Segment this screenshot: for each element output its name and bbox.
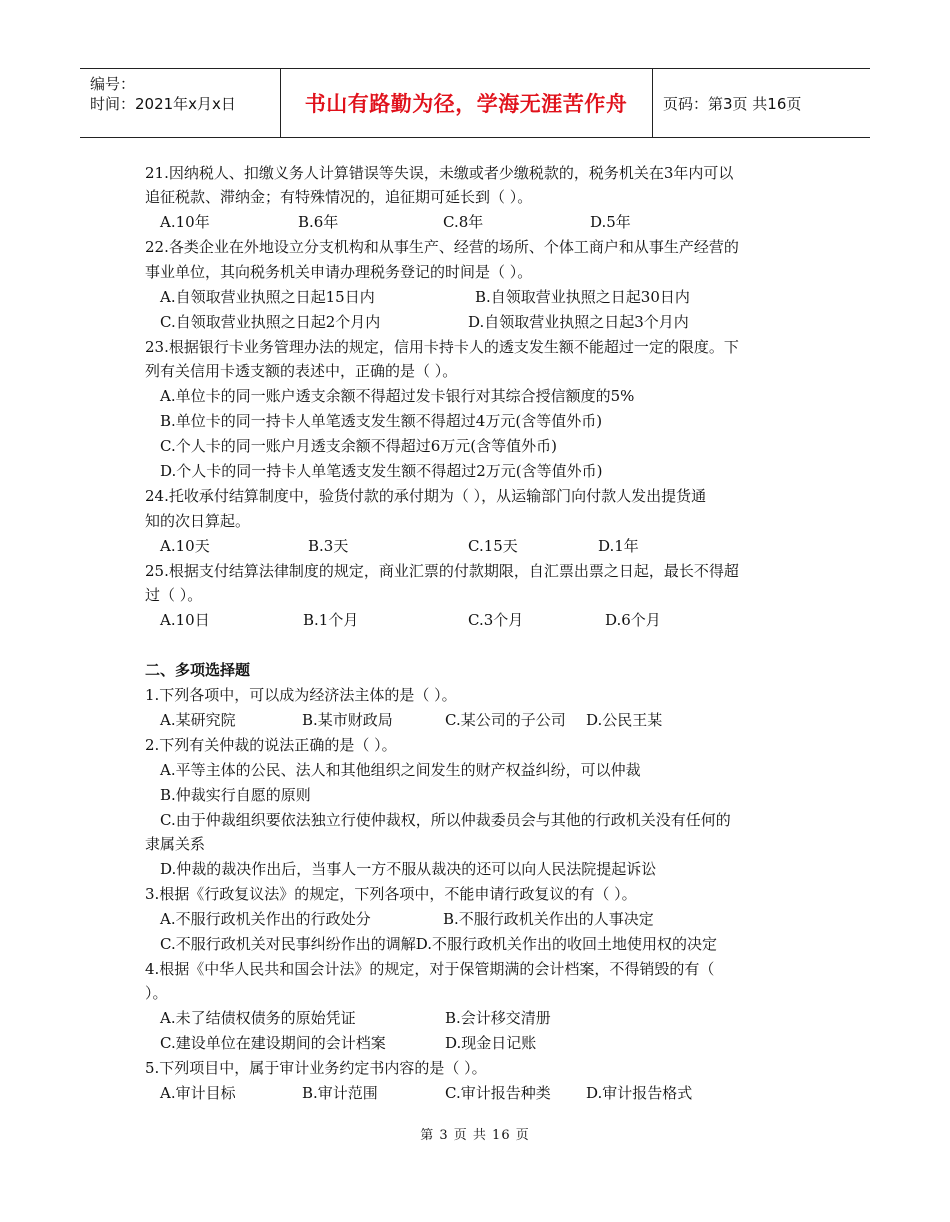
question-22-option-c: C.自领取营业执照之日起2个月内 — [160, 313, 381, 331]
multi-question-2-option-c-line-1: C.由于仲裁组织要依法独立行使仲裁权，所以仲裁委员会与其他的行政机关没有任何的 — [160, 811, 731, 829]
multi-question-4-option-b: B.会计移交清册 — [445, 1009, 551, 1027]
question-23-option-c: C.个人卡的同一账户月透支余额不得超过6万元(含等值外币) — [160, 437, 557, 455]
multi-question-4-option-c: C.建设单位在建设期间的会计档案 — [160, 1034, 386, 1052]
multi-question-2-option-d: D.仲裁的裁决作出后，当事人一方不服从裁决的还可以向人民法院提起诉讼 — [160, 860, 657, 878]
question-24-option-a: A.10天 — [160, 537, 210, 555]
multi-question-3-options-c-d: C.不服行政机关对民事纠纷作出的调解D.不服行政机关作出的收回土地使用权的决定 — [160, 935, 717, 953]
question-25-stem-line-2: 过（ ）。 — [145, 586, 203, 604]
header-motto: 书山有路勤为径，学海无涯苦作舟 — [280, 69, 653, 137]
question-24-option-d: D.1年 — [598, 537, 639, 555]
question-24-option-c: C.15天 — [468, 537, 518, 555]
multi-question-2-option-c-line-2: 隶属关系 — [145, 835, 206, 853]
multi-question-2-stem: 2.下列有关仲裁的说法正确的是（ ）。 — [145, 736, 397, 754]
question-24-stem-line-1: 24.托收承付结算制度中，验货付款的承付期为（ ），从运输部门向付款人发出提货通 — [145, 487, 707, 505]
multi-question-4-option-d: D.现金日记账 — [445, 1034, 537, 1052]
question-21-stem-line-2: 追征税款、滞纳金；有特殊情况的，追征期可延长到（ ）。 — [145, 188, 533, 206]
question-25-option-c: C.3个月 — [468, 611, 524, 629]
question-23-option-d: D.个人卡的同一持卡人单笔透支发生额不得超过2万元(含等值外币) — [160, 462, 603, 480]
document-number-label: 编号： — [90, 75, 136, 93]
multi-question-1-option-d: D.公民王某 — [586, 711, 663, 729]
page-footer: 第 3 页 共 16 页 — [420, 1128, 530, 1143]
multi-question-3-stem: 3.根据《行政复议法》的规定，下列各项中，不能申请行政复议的有（ ）。 — [145, 885, 637, 903]
question-25-option-d: D.6个月 — [605, 611, 661, 629]
question-25-stem-line-1: 25.根据支付结算法律制度的规定，商业汇票的付款期限，自汇票出票之日起，最长不得超 — [145, 562, 739, 580]
multi-question-5-option-d: D.审计报告格式 — [586, 1084, 693, 1102]
multi-question-1-option-b: B.某市财政局 — [302, 711, 393, 729]
multi-question-4-stem-line-2: ）。 — [145, 984, 168, 1002]
page-header — [80, 68, 870, 138]
question-24-stem-line-2: 知的次日算起。 — [145, 512, 251, 530]
question-25-option-b: B.1个月 — [303, 611, 359, 629]
question-23-option-a: A.单位卡的同一账户透支余额不得超过发卡银行对其综合授信额度的5% — [160, 387, 635, 405]
multi-question-3-option-a: A.不服行政机关作出的行政处分 — [160, 910, 371, 928]
question-23-stem-line-2: 列有关信用卡透支额的表述中，正确的是（ ）。 — [145, 362, 458, 380]
multi-question-4-stem-line-1: 4.根据《中华人民共和国会计法》的规定，对于保管期满的会计档案，不得销毁的有（ — [145, 960, 715, 978]
multi-question-5-option-c: C.审计报告种类 — [445, 1084, 551, 1102]
question-23-option-b: B.单位卡的同一持卡人单笔透支发生额不得超过4万元(含等值外币) — [160, 412, 603, 430]
question-25-option-a: A.10日 — [160, 611, 210, 629]
multi-question-1-option-a: A.某研究院 — [160, 711, 236, 729]
question-21-option-d: D.5年 — [590, 213, 631, 231]
question-24-option-b: B.3天 — [308, 537, 349, 555]
header-meta-cell — [80, 69, 281, 137]
multi-question-5-option-b: B.审计范围 — [302, 1084, 378, 1102]
multi-question-2-option-b: B.仲裁实行自愿的原则 — [160, 786, 311, 804]
question-23-stem-line-1: 23.根据银行卡业务管理办法的规定，信用卡持卡人的透支发生额不能超过一定的限度。下 — [145, 338, 739, 356]
question-21-option-c: C.8年 — [443, 213, 484, 231]
document-date-label: 时间：2021年x月x日 — [90, 95, 236, 113]
multi-question-1-option-c: C.某公司的子公司 — [445, 711, 566, 729]
question-22-stem-line-2: 事业单位，其向税务机关申请办理税务登记的时间是（ ）。 — [145, 263, 533, 281]
multi-question-2-option-a: A.平等主体的公民、法人和其他组织之间发生的财产权益纠纷，可以仲裁 — [160, 761, 641, 779]
question-22-stem-line-1: 22.各类企业在外地设立分支机构和从事生产、经营的场所、个体工商户和从事生产经营的 — [145, 238, 739, 256]
header-page-info: 页码：第3页 共16页 — [663, 95, 802, 113]
section-title-multiple-choice: 二、多项选择题 — [145, 661, 251, 679]
question-22-option-b: B.自领取营业执照之日起30日内 — [475, 288, 690, 306]
multi-question-4-option-a: A.未了结债权债务的原始凭证 — [160, 1009, 356, 1027]
question-22-option-d: D.自领取营业执照之日起3个月内 — [468, 313, 689, 331]
multi-question-1-stem: 1.下列各项中，可以成为经济法主体的是（ ）。 — [145, 686, 457, 704]
question-22-option-a: A.自领取营业执照之日起15日内 — [160, 288, 375, 306]
multi-question-3-option-b: B.不服行政机关作出的人事决定 — [443, 910, 654, 928]
question-21-option-b: B.6年 — [298, 213, 339, 231]
question-21-stem-line-1: 21.因纳税人、扣缴义务人计算错误等失误，未缴或者少缴税款的，税务机关在3年内可以 — [145, 164, 734, 182]
multi-question-5-stem: 5.下列项目中，属于审计业务约定书内容的是（ ）。 — [145, 1059, 487, 1077]
question-21-option-a: A.10年 — [160, 213, 210, 231]
multi-question-5-option-a: A.审计目标 — [160, 1084, 236, 1102]
